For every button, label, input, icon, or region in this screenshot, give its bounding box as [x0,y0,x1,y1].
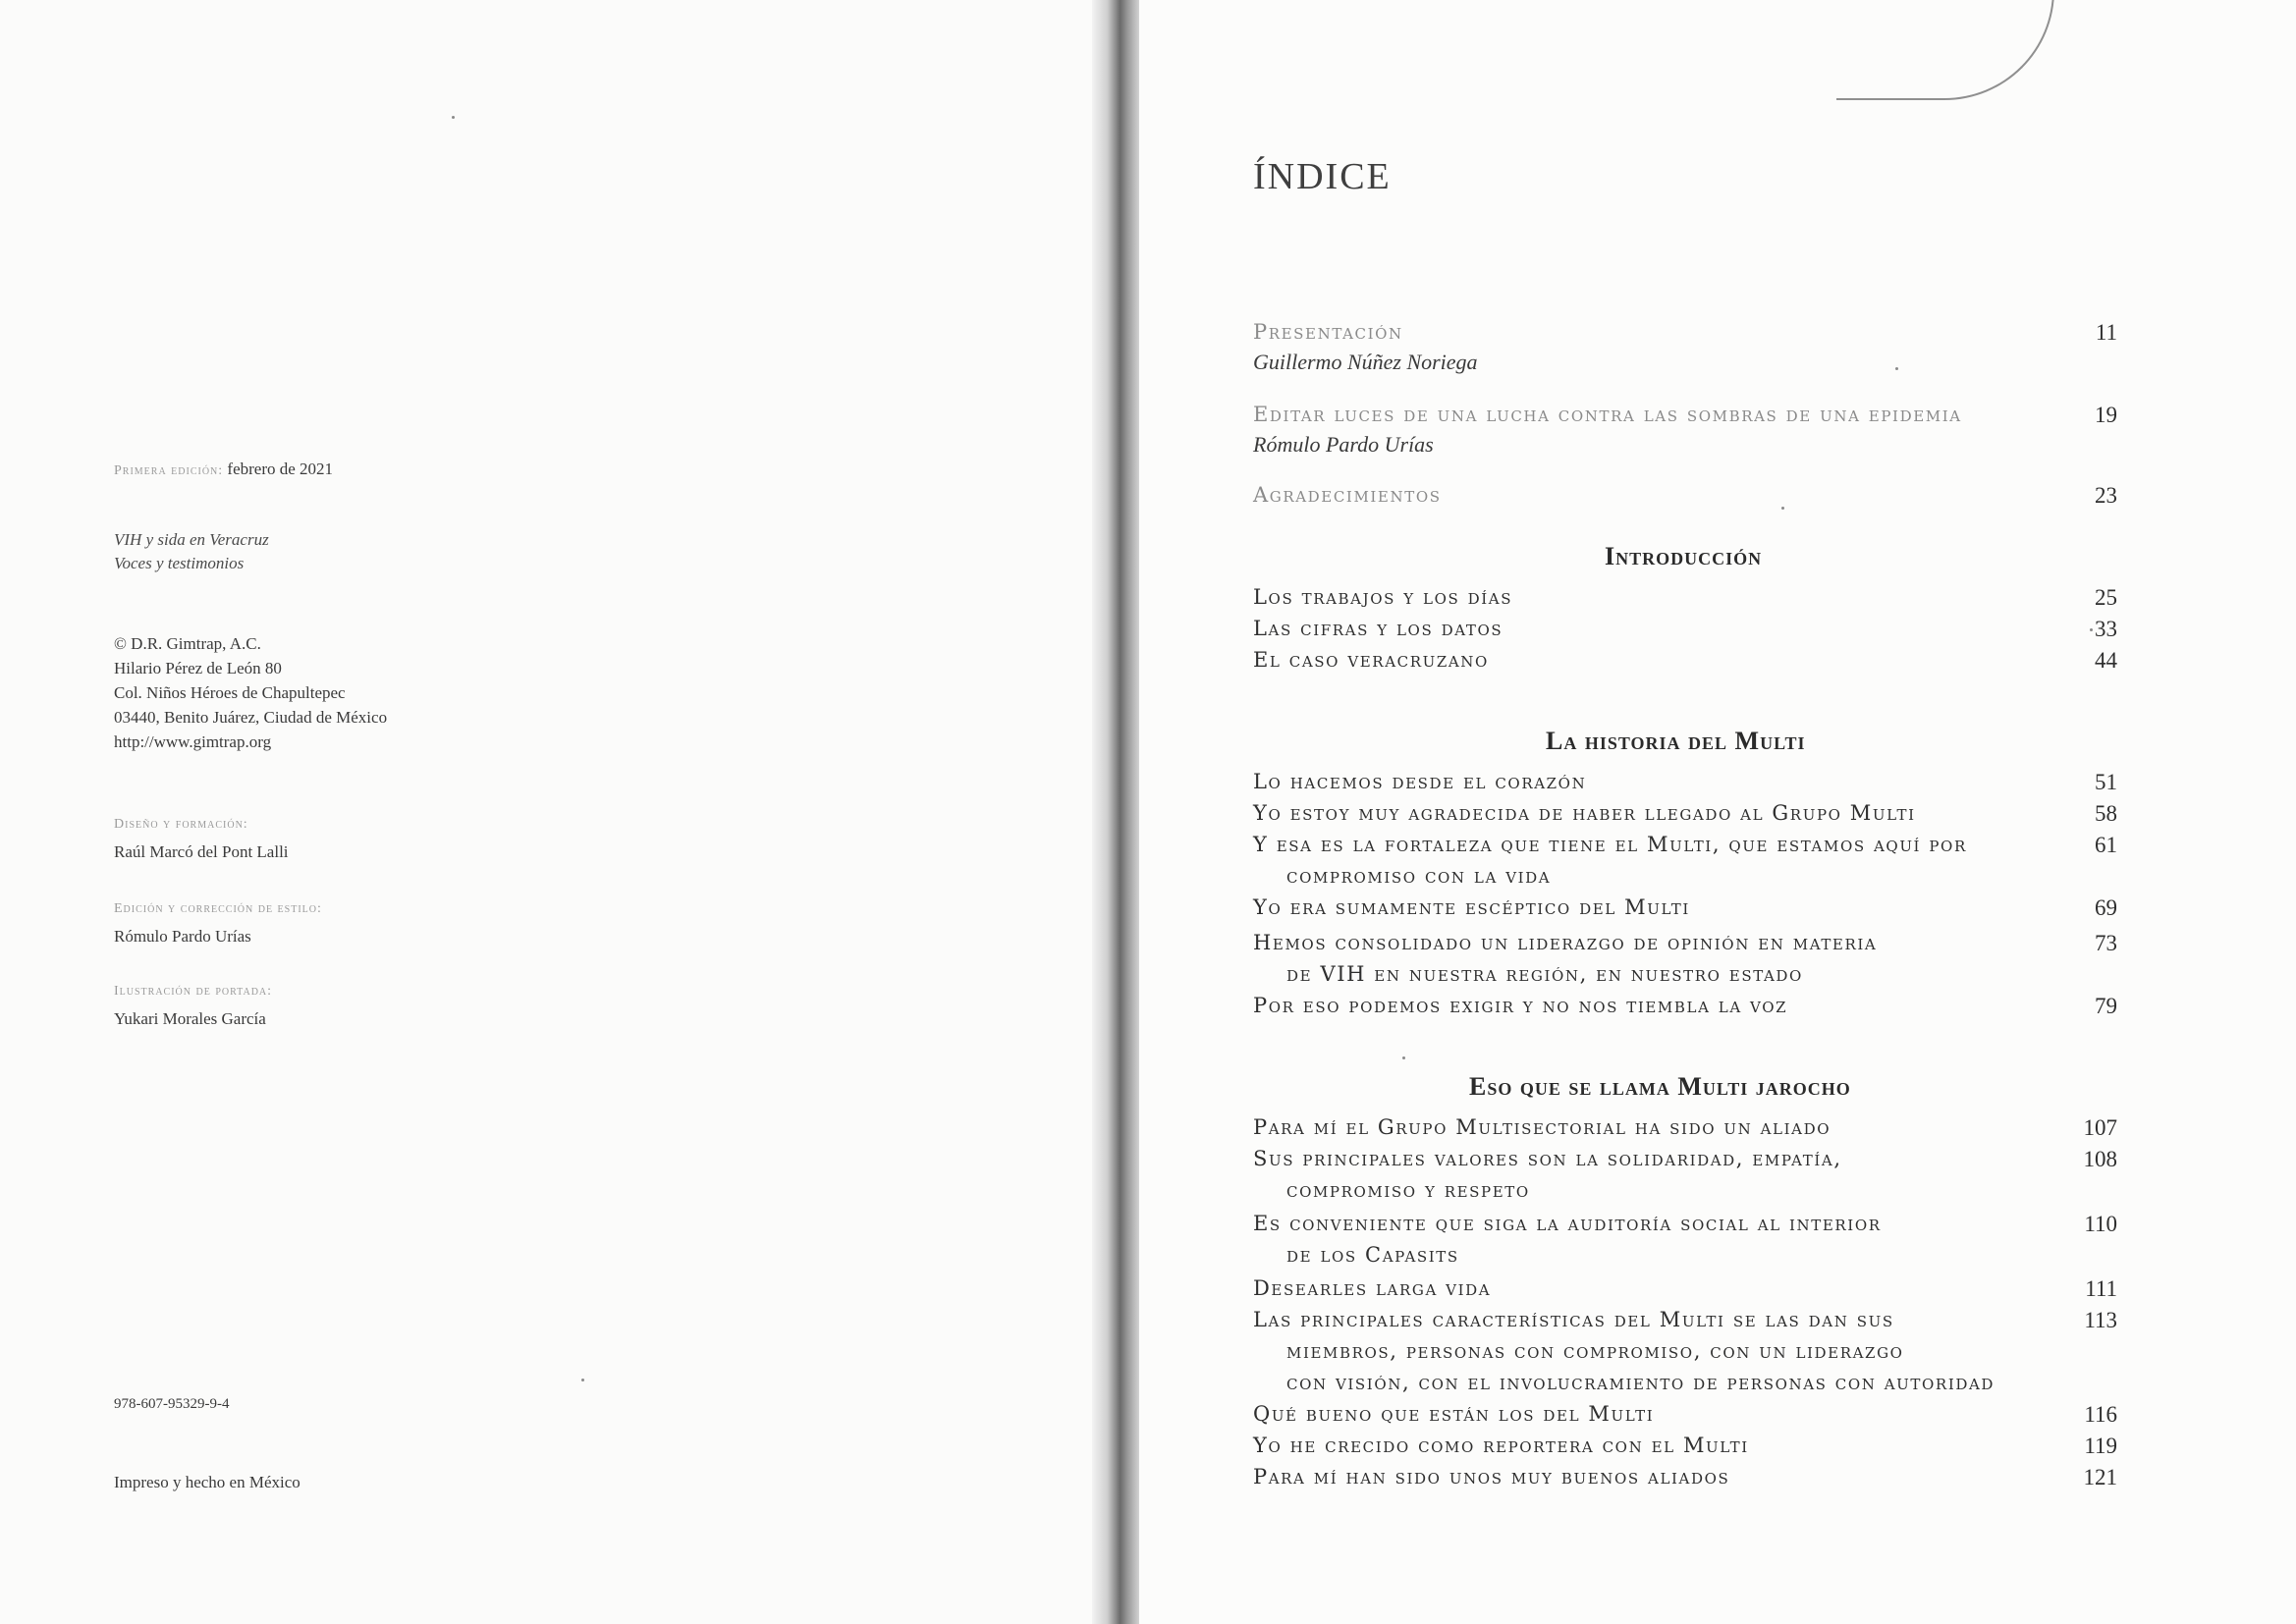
address-line-1: Hilario Pérez de León 80 [114,659,282,677]
toc-entry-continuation: de los Capasits [1286,1243,1459,1267]
design-name: Raúl Marcó del Pont Lalli [114,842,289,861]
toc-entry[interactable] [1253,1434,2117,1463]
toc-page-number: 58 [2095,801,2117,826]
toc-page-number: 119 [2084,1434,2117,1458]
toc-entry-title: Lo hacemos desde el corazón [1253,770,1587,793]
printed-line: Impreso y hecho en México [114,1473,301,1491]
section-heading: Eso que se llama Multi jarocho [1469,1072,1851,1101]
toc-page-number: 108 [2083,1147,2117,1171]
toc-page-number: 113 [2084,1308,2117,1332]
toc-entry-title: Desearles larga vida [1253,1276,1492,1300]
toc-entry-title: Para mí el Grupo Multisectorial ha sido un aliado [1253,1115,1831,1139]
isbn: 978-607-95329-9-4 [114,1396,230,1412]
edition-line [114,460,333,479]
toc-entry-continuation: miembros, personas con compromiso, con un liderazgo [1286,1339,1904,1363]
copyright-line: © D.R. Gimtrap, A.C. [114,634,261,653]
toc-entry-title: Los trabajos y los días [1253,585,1513,609]
toc-page-number: 11 [2095,320,2117,345]
toc-page-number: 111 [2085,1276,2117,1301]
paper-speck [1781,507,1784,510]
paper-speck [1402,1056,1405,1059]
paper-speck [2090,628,2093,631]
book-title-line-1: VIH y sida en Veracruz [114,530,269,549]
toc-entry-title: Qué bueno que están los del Multi [1253,1402,1655,1426]
book-title-line-2: Voces y testimonios [114,554,245,572]
toc-entry[interactable] [1253,585,2117,615]
toc-entry-title: Es conveniente que siga la auditoría social al interior [1253,1212,1882,1235]
toc-page-number: 44 [2095,648,2117,673]
left-page [0,0,1105,1624]
toc-entry[interactable] [1253,1402,2117,1432]
edition-label: Primera edición: [114,463,224,478]
toc-entry[interactable] [1253,1465,2117,1494]
toc-page-number: 51 [2095,770,2117,794]
address-line-3: 03440, Benito Juárez, Ciudad de México [114,708,388,727]
paper-speck [581,1379,584,1381]
cover-label: Ilustración de portada: [114,984,273,999]
toc-entry[interactable] [1253,1212,2117,1241]
toc-entry[interactable] [1253,320,2117,350]
toc-page-number: 61 [2095,833,2117,857]
address-line-2: Col. Niños Héroes de Chapultepec [114,683,346,702]
toc-page-number: 19 [2095,403,2117,427]
toc-entry[interactable] [1253,1147,2117,1176]
edition-date: febrero de 2021 [227,460,334,478]
toc-entry[interactable] [1253,1308,2117,1337]
toc-author: Rómulo Pardo Urías [1253,432,1434,457]
toc-entry-title: Agradecimientos [1253,483,1442,507]
design-label: Diseño y formación: [114,817,248,832]
toc-entry-title: Las principales características del Multi se las dan sus [1253,1308,1894,1331]
toc-page-number: 25 [2095,585,2117,610]
toc-entry[interactable] [1253,833,2117,862]
toc-entry-continuation: de VIH en nuestra región, en nuestro estado [1286,962,1803,986]
paper-speck [452,116,455,119]
toc-entry-title: Editar luces de una lucha contra las sombras de una epidemia [1253,403,1962,426]
toc-entry[interactable] [1253,483,2117,513]
section-heading: La historia del Multi [1546,727,1806,755]
toc-entry-title: Yo era sumamente escéptico del Multi [1253,895,1690,919]
toc-entry-title: Y esa es la fortaleza que tiene el Multi, que estamos aquí por [1253,833,1967,856]
toc-entry[interactable] [1253,770,2117,799]
toc-entry[interactable] [1253,1276,2117,1306]
toc-page-number: 73 [2095,931,2117,955]
toc-entry-continuation: compromiso y respeto [1286,1178,1530,1202]
paper-speck [1895,367,1898,370]
toc-entry-title: Por eso podemos exigir y no nos tiembla la voz [1253,994,1788,1017]
cover-name: Yukari Morales García [114,1009,266,1028]
toc-page-number: 116 [2084,1402,2117,1427]
editing-label: Edición y corrección de estilo: [114,901,322,916]
toc-entry-title: Yo estoy muy agradecida de haber llegado al Grupo Multi [1253,801,1916,825]
toc-page-number: 107 [2083,1115,2117,1140]
toc-entry-title: Para mí han sido unos muy buenos aliados [1253,1465,1730,1489]
toc-entry-title: Presentación [1253,320,1403,344]
toc-entry[interactable] [1253,617,2117,646]
toc-author: Guillermo Núñez Noriega [1253,350,1478,374]
toc-entry[interactable] [1253,994,2117,1023]
toc-page-number: 121 [2083,1465,2117,1489]
toc-entry[interactable] [1253,648,2117,677]
toc-entry-title: Las cifras y los datos [1253,617,1503,640]
toc-entry-title: Yo he crecido como reportera con el Multi [1253,1434,1749,1457]
toc-page-number: 23 [2095,483,2117,508]
toc-entry[interactable] [1253,801,2117,831]
toc-entry[interactable] [1253,931,2117,960]
toc-page-number: 110 [2084,1212,2117,1236]
toc-entry[interactable] [1253,403,2117,432]
website-link[interactable]: http://www.gimtrap.org [114,732,272,751]
toc-entry[interactable] [1253,895,2117,925]
section-heading: Introducción [1605,542,1763,570]
toc-title: ÍNDICE [1253,156,1392,197]
toc-entry-continuation: con visión, con el involucramiento de personas con autoridad [1286,1371,1995,1394]
editing-name: Rómulo Pardo Urías [114,927,251,946]
toc-entry-title: Sus principales valores son la solidaridad, empatía, [1253,1147,1842,1170]
toc-page-number: 33 [2095,617,2117,641]
toc-page-number: 69 [2095,895,2117,920]
toc-entry-title: El caso veracruzano [1253,648,1489,672]
toc-entry-continuation: compromiso con la vida [1286,864,1552,888]
toc-page-number: 79 [2095,994,2117,1018]
toc-entry-title: Hemos consolidado un liderazgo de opinión en materia [1253,931,1878,954]
book-gutter [1092,0,1143,1624]
toc-entry[interactable] [1253,1115,2117,1145]
